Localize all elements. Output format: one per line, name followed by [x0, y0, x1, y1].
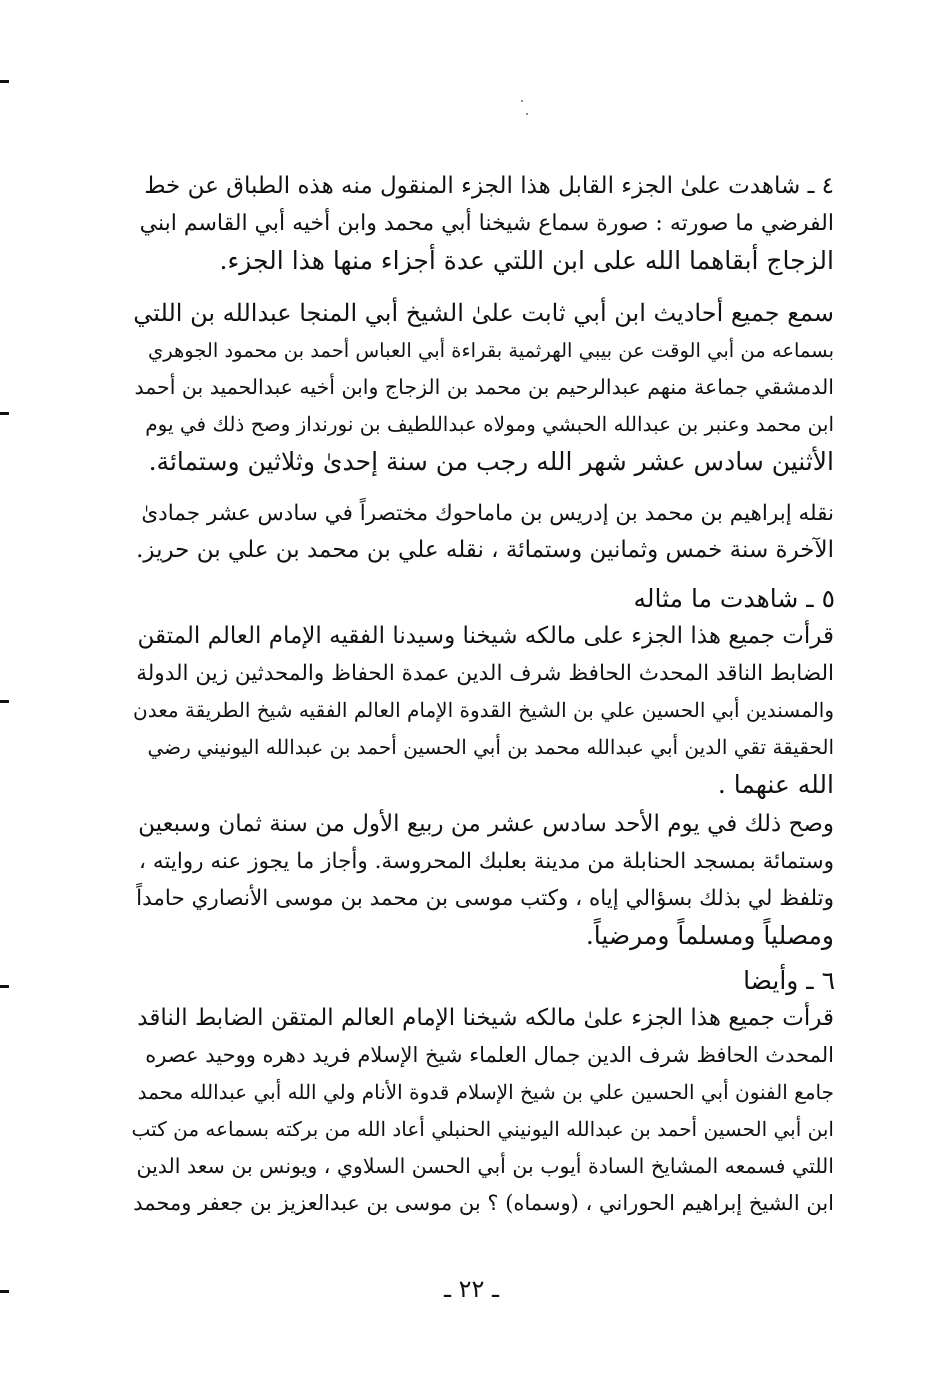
text-line: قرأت جميع هذا الجزء علىٰ مالكه شيخنا الإمام العالم المتقن الضابط الناقد [137, 1005, 834, 1031]
margin-mark [0, 412, 9, 415]
text-line: الضابط الناقد المحدث الحافظ شرف الدين عمدة الحفاظ والمحدثين زين الدولة [136, 661, 834, 686]
section-6-reading-record [132, 1000, 834, 1222]
section-4-intro [132, 168, 834, 279]
text-line: الآخرة سنة خمس وثمانين وستمائة ، نقله علي بن محمد بن علي بن حريز. [136, 537, 834, 563]
text-line: قرأت جميع هذا الجزء على مالكه شيخنا وسيدنا الفقيه الإمام العالم المتقن [137, 623, 834, 649]
section-4-copyist-note [132, 495, 834, 569]
text-line: المحدث الحافظ شرف الدين جمال العلماء شيخ الإسلام فريد دهره ووحيد عصره [145, 1043, 834, 1067]
text-line: والمسندين أبي الحسين علي بن الشيخ القدوة الإمام العالم الفقيه شيخ الطريقة معدن [133, 698, 834, 722]
text-line: ابن محمد وعنبر بن عبدالله الحبشي ومولاه عبداللطيف بن نورنداز وصح ذلك في يوم [145, 412, 834, 436]
text-line: الفرضي ما صورته : صورة سماع شيخنا أبي محمد وابن أخيه أبي القاسم ابني [139, 211, 834, 236]
margin-mark [0, 80, 9, 83]
section-6-heading: ٦ ـ وأيضا [743, 966, 835, 995]
text-line: اللتي فسمعه المشايخ السادة أيوب بن أبي الحسن السلاوي ، ويونس بن سعد الدين [136, 1154, 834, 1178]
page-number: ـ ٢٢ ـ [443, 1275, 500, 1303]
text-line: ٤ ـ شاهدت علىٰ الجزء القابل هذا الجزء المنقول منه هذه الطباق عن خط [144, 173, 834, 199]
text-line: ابن الشيخ إبراهيم الحوراني ، (وسماه) ؟ بن موسى بن عبدالعزيز بن جعفر ومحمد [133, 1191, 834, 1215]
text-line: وستمائة بمسجد الحنابلة من مدينة بعلبك المحروسة. وأجاز ما يجوز عنه روايته ، [139, 849, 834, 874]
text-line: ومصلياً ومسلماً ومرضياً. [585, 921, 834, 950]
text-line: وصح ذلك في يوم الأحد سادس عشر من ربيع الأول من سنة ثمان وسبعين [138, 811, 834, 837]
text-line: سمع جميع أحاديث ابن أبي ثابت علىٰ الشيخ أبي المنجا عبدالله بن اللتي [133, 299, 834, 327]
text-line: وتلفظ لي بذلك بسؤالي إياه ، وكتب موسى بن محمد بن موسى الأنصاري حامداً [136, 886, 834, 911]
text-line: الزجاج أبقاهما الله على ابن اللتي عدة أجزاء منها هذا الجزء. [219, 246, 834, 275]
section-5-validity-note [132, 806, 834, 954]
text-line: بسماعه من أبي الوقت عن بيبي الهرثمية بقراءة أبي العباس أحمد بن محمود الجوهري [147, 339, 834, 362]
scan-speck [526, 113, 528, 115]
text-line: ابن أبي الحسين أحمد بن عبدالله اليونيني الحنبلي أعاد الله من بركته بسماعه من كتب [132, 1117, 834, 1141]
text-line: الله عنهما . [717, 770, 834, 799]
text-line: جامع الفنون أبي الحسين علي بن شيخ الإسلام قدوة الأنام ولي الله أبي عبدالله محمد [137, 1080, 834, 1104]
scan-speck [521, 100, 523, 102]
section-4-sama-record [132, 295, 834, 480]
text-line: الحقيقة تقي الدين أبي عبدالله محمد بن أبي الحسين أحمد بن عبدالله اليونيني رضي [147, 735, 834, 759]
margin-mark [0, 985, 9, 988]
section-5-heading: ٥ ـ شاهدت ما مثاله [633, 584, 835, 613]
text-line: الدمشقي جماعة منهم عبدالرحيم بن محمد بن الزجاج وابن أخيه عبدالحميد بن أحمد [134, 375, 834, 399]
margin-mark [0, 700, 9, 703]
text-line: نقله إبراهيم بن محمد بن إدريس بن ماماحوك مختصراً في سادس عشر جمادىٰ [141, 501, 834, 526]
text-line: الأثنين سادس عشر شهر الله رجب من سنة إحدىٰ وثلاثين وستمائة. [148, 447, 834, 476]
section-5-reading-record [132, 618, 834, 803]
